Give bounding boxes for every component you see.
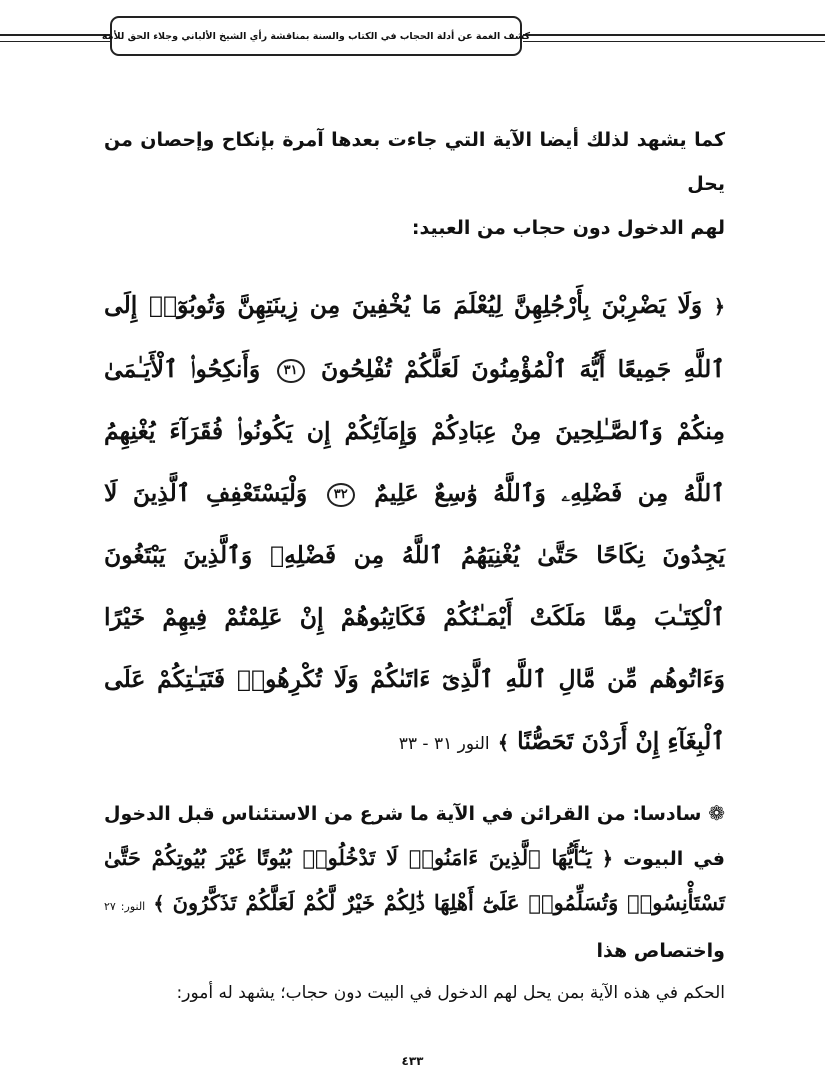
page-number: ٤٣٣	[401, 1054, 424, 1068]
section-six-tail-bold: واختصاص هذا	[596, 940, 725, 962]
header-rule-left	[0, 34, 112, 42]
intro-paragraph	[104, 118, 725, 250]
verse-close-bracket: ﴾	[497, 732, 509, 754]
verse-close-bracket: ﴾	[153, 893, 165, 915]
flower-ornament-icon: ❁	[708, 801, 725, 825]
section-six-lead: سادسا: من القرائن في الآية ما شرع من الاستئناس قبل الدخول في البيوت	[104, 803, 725, 870]
section-six-continuation	[104, 973, 725, 1013]
quran-verse-block	[104, 274, 725, 775]
page-body	[104, 118, 725, 1013]
running-header	[101, 16, 531, 56]
ayah-number-marker: ٣١	[277, 359, 305, 383]
header-rule-right	[523, 34, 825, 42]
section-six-verse: يَـٰٓأَيُّهَا ٱلَّذِينَ ءَامَنُوا۟ لَا تَدْخُلُوا۟ بُيُوتًا غَيْرَ بُيُوتِكُمْ حَتَّىٰ تَسْتَأْنِسُوا۟ وَتُسَلِّمُوا۟ عَلَىٰٓ أَهْلِهَا ذَٰلِكُمْ خَيْرٌ لَّكُمْ لَعَلَّكُمْ تَذَكَّرُونَ	[104, 845, 725, 915]
verse-reference: النور ٣١ - ٣٣	[398, 734, 490, 754]
section-six-paragraph	[104, 791, 725, 973]
verse-text-part-2: وَأَنكِحُوا۟ ٱلْأَيَـٰمَىٰ مِنكُمْ وَٱلصَّـٰلِحِينَ مِنْ عِبَادِكُمْ وَإِمَآئِكُمْ إِن يَكُونُوا۟ فُقَرَآءَ يُغْنِهِمُ ٱللَّهُ مِن فَضْلِهِۦ وَٱللَّهُ وَٰسِعٌ عَلِيمٌ	[104, 355, 725, 507]
running-header-title: كشف الغمة عن أدلة الحجاب في الكتاب والسنة بمناقشة رأي الشيخ الألباني وجلاء الحق للأمة	[101, 30, 531, 42]
verse-open-bracket: ﴿	[713, 296, 725, 318]
section-six-tail-plain: الحكم في هذه الآية بمن يحل لهم الدخول في البيت دون حجاب؛ يشهد له أمور:	[176, 983, 725, 1003]
verse-open-bracket: ﴿	[601, 848, 614, 870]
verse-text-part-1: وَلَا يَضْرِبْنَ بِأَرْجُلِهِنَّ لِيُعْلَمَ مَا يُخْفِينَ مِن زِينَتِهِنَّ وَتُوبُوٓا۟ إِلَى ٱللَّهِ جَمِيعًا أَيُّهَ ٱلْمُؤْمِنُونَ لَعَلَّكُمْ تُفْلِحُونَ	[104, 291, 725, 383]
verse-text-part-3: وَلْيَسْتَعْفِفِ ٱلَّذِينَ لَا يَجِدُونَ نِكَاحًا حَتَّىٰ يُغْنِيَهُمُ ٱللَّهُ مِن فَضْلِهِۦ وَٱلَّذِينَ يَبْتَغُونَ ٱلْكِتَـٰبَ مِمَّا مَلَكَتْ أَيْمَـٰنُكُمْ فَكَاتِبُوهُمْ إِنْ عَلِمْتُمْ فِيهِمْ خَيْرًا وَءَاتُوهُم مِّن مَّالِ ٱللَّهِ ٱلَّذِىٓ ءَاتَىٰكُمْ وَلَا تُكْرِهُوا۟ فَتَيَـٰتِكُمْ عَلَى ٱلْبِغَآءِ إِنْ أَرَدْنَ تَحَصُّنًا	[104, 479, 725, 755]
intro-line-2: لهم الدخول دون حجاب من العبيد:	[411, 217, 725, 239]
ayah-number-marker: ٣٢	[327, 483, 355, 507]
intro-line-1: كما يشهد لذلك أيضا الآية التي جاءت بعدها آمرة بإنكاح وإحصان من يحل	[104, 129, 725, 195]
section-six-reference: النور: ٢٧	[104, 900, 146, 913]
